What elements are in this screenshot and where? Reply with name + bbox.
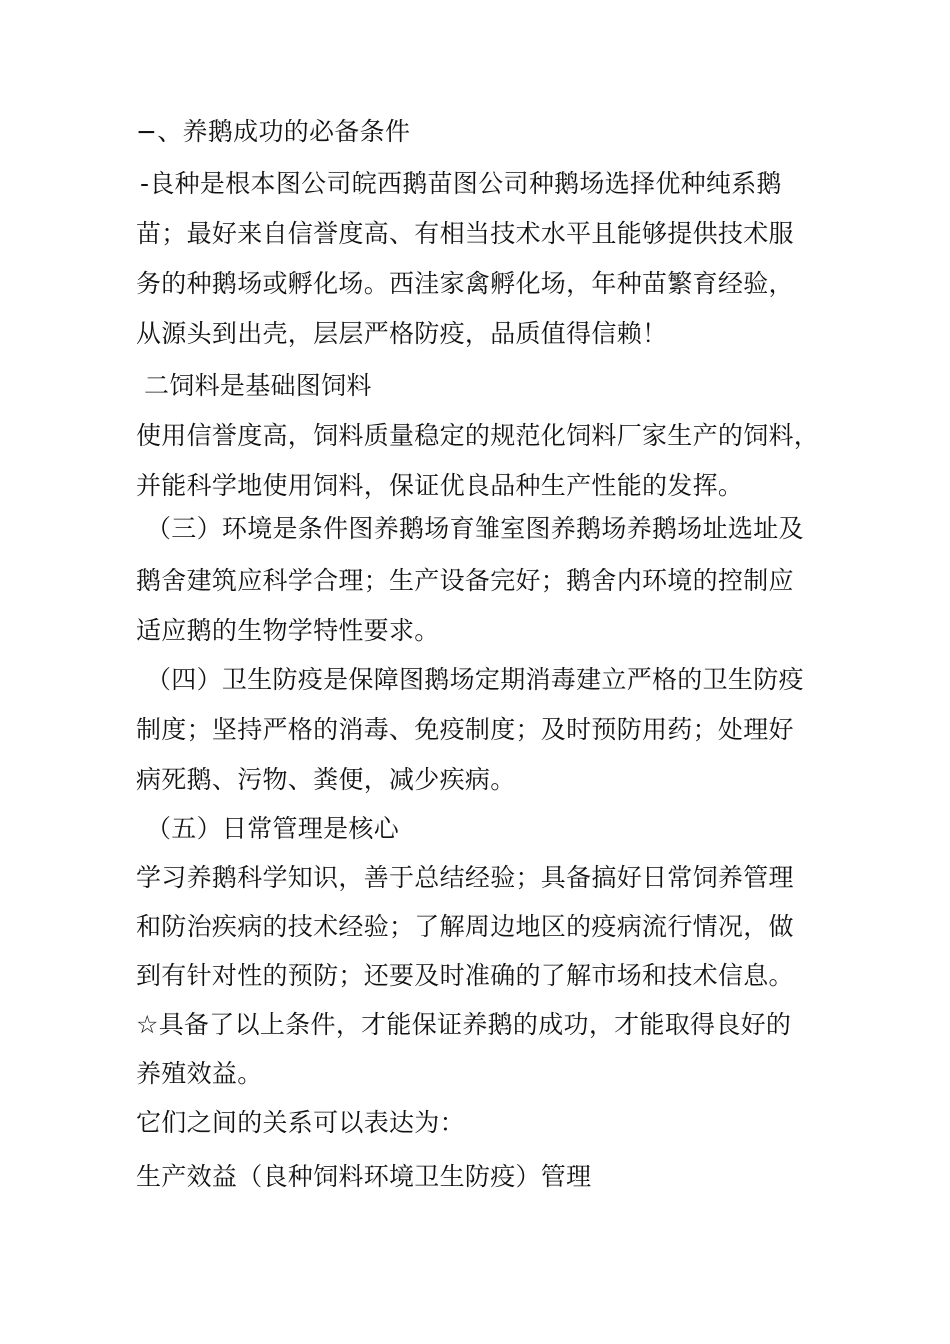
section-heading-feed: 二饲料是基础图饲料 [144, 371, 372, 400]
paragraph-line: 并能科学地使用饲料，保证优良品种生产性能的发挥。 [136, 471, 744, 500]
paragraph-line: 务的种鹅场或孵化场。西洼家禽孵化场，年种苗繁育经验， [136, 269, 794, 298]
paragraph-line: 病死鹅、污物、粪便，减少疾病。 [136, 765, 516, 794]
paragraph-line: 苗；最好来自信誉度高、有相当技术水平且能够提供技术服 [136, 219, 794, 248]
section-heading-environment: （三）环境是条件图养鹅场育雏室图养鹅场养鹅场址选址及 [146, 514, 804, 543]
heading-prerequisites: −、养鹅成功的必备条件 [136, 117, 411, 146]
paragraph-line: 到有针对性的预防；还要及时准确的了解市场和技术信息。 [136, 961, 794, 990]
paragraph-line: 适应鹅的生物学特性要求。 [136, 616, 440, 645]
paragraph-line: 学习养鹅科学知识，善于总结经验；具备搞好日常饲养管理 [136, 863, 794, 892]
relationship-formula: 生产效益（良种饲料环境卫生防疫）管理 [136, 1162, 592, 1191]
paragraph-line: 制度；坚持严格的消毒、免疫制度；及时预防用药；处理好 [136, 715, 794, 744]
paragraph-line: -良种是根本图公司皖西鹅苗图公司种鹅场选择优种纯系鹅 [140, 169, 782, 198]
summary-line: 养殖效益。 [136, 1059, 263, 1088]
paragraph-line: 和防治疾病的技术经验；了解周边地区的疫病流行情况，做 [136, 912, 794, 941]
paragraph-line: 鹅舍建筑应科学合理；生产设备完好；鹅舍内环境的控制应 [136, 566, 794, 595]
relationship-intro: 它们之间的关系可以表达为： [136, 1108, 465, 1137]
summary-line: ☆具备了以上条件，才能保证养鹅的成功，才能取得良好的 [136, 1010, 792, 1039]
paragraph-line: 使用信誉度高，饲料质量稳定的规范化饲料厂家生产的饲料， [136, 421, 820, 450]
section-heading-management: （五）日常管理是核心 [146, 814, 400, 843]
paragraph-line: 从源头到出壳，层层严格防疫，品质值得信赖！ [136, 319, 668, 348]
section-heading-hygiene: （四）卫生防疫是保障图鹅场定期消毒建立严格的卫生防疫 [146, 665, 804, 694]
